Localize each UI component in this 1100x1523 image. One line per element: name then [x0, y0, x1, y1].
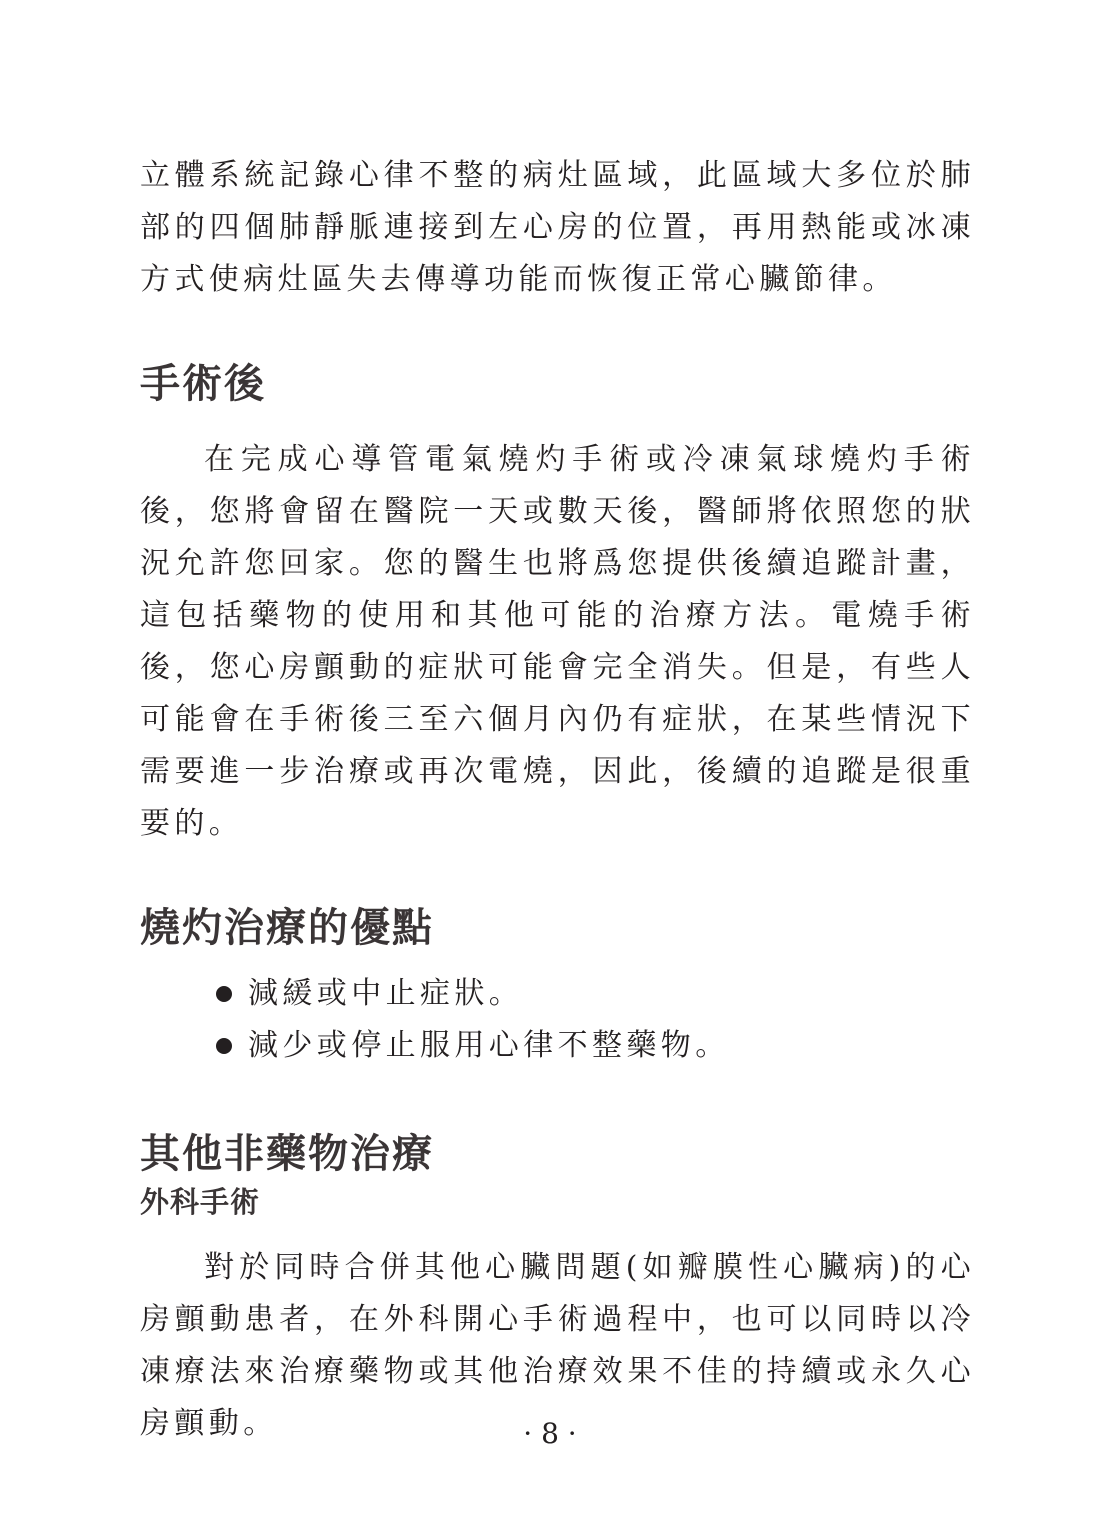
intro-paragraph: 立體系統記錄心律不整的病灶區域，此區域大多位於肺部的四個肺靜脈連接到左心房的位置，再用熱能或冰凍方式使病灶區失去傳導功能而恢復正常心臟節律。: [140, 158, 975, 297]
other-treatments-paragraph: 對於同時合併其他心臟問題(如瓣膜性心臟病)的心房顫動患者，在外科開心手術過程中，也可以同時以冷凍療法來治療藥物或其他治療效果不佳的持續或永久心房顫動。: [140, 1250, 975, 1441]
page-content: [140, 150, 975, 1450]
bullet-icon: [216, 986, 232, 1002]
list-item: [216, 1020, 975, 1072]
section-heading-after-surgery: 手術後: [140, 361, 266, 407]
subheading-surgery: 外科手術: [140, 1185, 261, 1219]
section-heading-benefits: 燒灼治療的優點: [140, 905, 434, 951]
after-surgery-paragraph: 在完成心導管電氣燒灼手術或冷凍氣球燒灼手術後，您將會留在醫院一天或數天後，醫師將依照您的狀況允許您回家。您的醫生也將爲您提供後續追蹤計畫，這包括藥物的使用和其他可能的治療方法。電燒手術後，您心房顫動的症狀可能會完全消失。但是，有些人可能會在手術後三至六個月內仍有症狀，在某些情況下需要進一步治療或再次電燒，因此，後續的追蹤是很重要的。: [140, 442, 975, 841]
section-heading-other-treatments: 其他非藥物治療: [140, 1131, 434, 1177]
benefits-list: [140, 968, 975, 1072]
page-number: · 8 ·: [523, 1417, 577, 1450]
list-item: [216, 968, 975, 1020]
list-item-text: 減少或停止服用心律不整藥物。: [248, 1028, 730, 1063]
list-item-text: 減緩或中止症狀。: [248, 976, 524, 1011]
bullet-icon: [216, 1038, 232, 1054]
